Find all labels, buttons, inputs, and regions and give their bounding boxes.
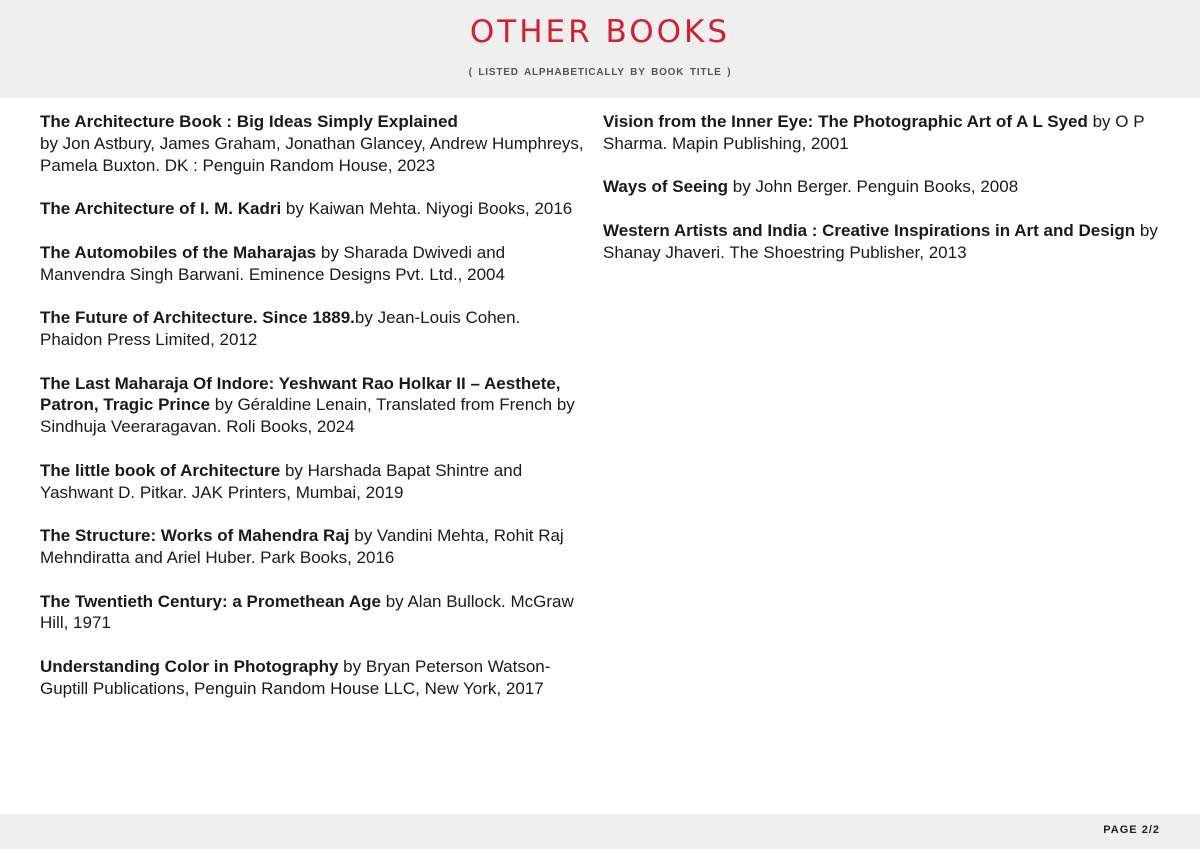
page-title: OTHER BOOKS: [469, 14, 731, 50]
book-title: Western Artists and India : Creative Inspirations in Art and Design: [603, 220, 1136, 240]
book-title: Understanding Color in Photography: [40, 656, 339, 676]
book-entry: [40, 460, 585, 504]
page-number: PAGE 2/2: [1103, 824, 1160, 836]
book-entry: [40, 111, 585, 176]
book-title: The Future of Architecture. Since 1889.: [40, 308, 355, 328]
book-entry: [40, 242, 585, 286]
book-title: The Structure: Works of Mahendra Raj: [40, 526, 350, 546]
book-details: by Vandini Mehta, Rohit Raj Mehndiratta and Ariel Huber. Park Books, 2016: [40, 526, 564, 567]
book-entry: [40, 525, 585, 569]
book-entry: [603, 220, 1163, 264]
page-subtitle: ( LISTED ALPHABETICALLY BY BOOK TITLE ): [468, 67, 732, 78]
book-details: by Géraldine Lenain, Translated from French by Sindhuja Veeraragavan. Roli Books, 2024: [40, 395, 575, 437]
book-title: Ways of Seeing: [603, 177, 729, 197]
book-title: The Automobiles of the Maharajas: [40, 242, 317, 262]
book-entry: [40, 591, 585, 635]
book-entry: [603, 176, 1163, 198]
book-entry: [40, 656, 585, 700]
book-title: The Last Maharaja Of Indore: Yeshwant Rao Holkar II – Aesthete, Patron, Tragic Prince: [40, 373, 561, 415]
book-details: by Shanay Jhaveri. The Shoestring Publisher, 2013: [603, 220, 1158, 262]
book-entry: [603, 111, 1163, 155]
book-details: by John Berger. Penguin Books, 2008: [728, 177, 1019, 197]
book-list-right: [603, 111, 1163, 285]
book-details: by Jon Astbury, James Graham, Jonathan Glancey, Andrew Humphreys, Pamela Buxton. DK : Penguin Random House, 2023: [40, 133, 584, 175]
book-details: by Bryan Peterson Watson-Guptill Publications, Penguin Random House LLC, New York, 2017: [40, 656, 551, 698]
book-entry: [40, 198, 585, 220]
book-list-left: [40, 111, 585, 721]
book-title: The Architecture of I. M. Kadri: [40, 199, 282, 219]
book-title: The little book of Architecture: [40, 460, 281, 480]
book-details: by Sharada Dwivedi and Manvendra Singh Barwani. Eminence Designs Pvt. Ltd., 2004: [40, 242, 506, 284]
book-entry: [40, 307, 585, 351]
book-details: by Harshada Bapat Shintre and Yashwant D. Pitkar. JAK Printers, Mumbai, 2019: [40, 460, 523, 502]
book-entry: [40, 373, 585, 438]
book-details: by Kaiwan Mehta. Niyogi Books, 2016: [281, 199, 573, 219]
book-details: by Jean-Louis Cohen. Phaidon Press Limited, 2012: [40, 308, 521, 349]
book-title: Vision from the Inner Eye: The Photographic Art of A L Syed: [603, 112, 1088, 131]
book-title: The Architecture Book : Big Ideas Simply Explained: [40, 112, 458, 131]
book-details: by Alan Bullock. McGraw Hill, 1971: [40, 591, 574, 633]
footer-band: [0, 814, 1200, 849]
book-details: by O P Sharma. Mapin Publishing, 2001: [603, 112, 1145, 153]
book-title: The Twentieth Century: a Promethean Age: [40, 591, 381, 611]
header-band: [0, 0, 1200, 98]
